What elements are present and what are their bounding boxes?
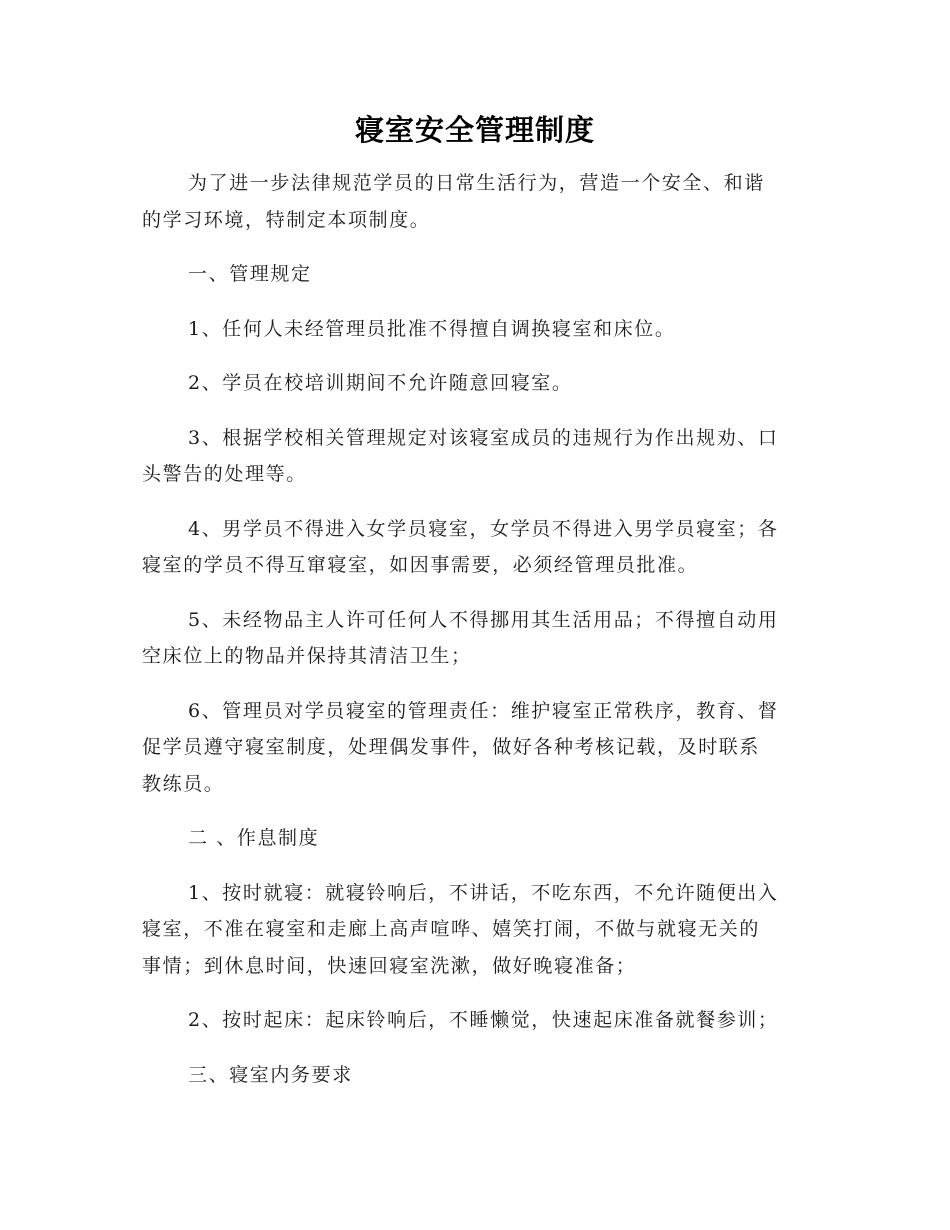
document-body [142, 165, 808, 1111]
text-line: 空床位上的物品并保持其清洁卫生； [142, 645, 472, 667]
text-line: 4、男学员不得进入女学员寝室，女学员不得进入男学员寝室；各 [188, 517, 779, 540]
schedule-item-2 [142, 1002, 808, 1039]
text-line: 事情；到休息时间，快速回寝室洗漱，做好晚寝准备； [142, 954, 637, 977]
schedule-item-1 [142, 875, 808, 985]
rule-item-3 [142, 420, 808, 493]
text-line: 促学员遵守寝室制度，处理偶发事件，做好各种考核记载，及时联系 [142, 736, 761, 758]
text-line: 2、学员在校培训期间不允许随意回寝室。 [188, 372, 573, 394]
text-line: 1、任何人未经管理员批准不得擅自调换寝室和床位。 [188, 317, 676, 340]
text-line: 头警告的处理等。 [142, 463, 307, 485]
text-line: 寝室，不准在寝室和走廊上高声喧哗、嬉笑打闹，不做与就寝无关的 [142, 918, 761, 940]
text-line: 二 、作息制度 [188, 827, 320, 849]
text-line: 三、寝室内务要求 [188, 1063, 353, 1086]
text-line: 的学习环境，特制定本项制度。 [142, 208, 431, 231]
rule-item-4 [142, 511, 808, 584]
document-title: 寝室安全管理制度 [354, 113, 595, 147]
paragraph-intro [142, 165, 808, 238]
rule-item-6 [142, 693, 808, 803]
text-line: 一、管理规定 [188, 263, 312, 285]
text-line: 5、未经物品主人许可任何人不得挪用其生活用品；不得擅自动用 [188, 608, 779, 631]
text-line: 教练员。 [142, 772, 225, 795]
section-heading-management [142, 256, 808, 293]
text-line: 1、按时就寝：就寝铃响后，不讲话，不吃东西，不允许随便出入 [188, 881, 779, 904]
text-line: 6、管理员对学员寝室的管理责任：维护寝室正常秩序，教育、督 [188, 699, 779, 722]
text-line: 2、按时起床：起床铃响后，不睡懒觉，快速起床准备就餐参训； [188, 1009, 779, 1031]
text-line: 寝室的学员不得互窜寝室，如因事需要，必须经管理员批准。 [142, 554, 699, 576]
text-line: 3、根据学校相关管理规定对该寝室成员的违规行为作出规劝、口 [188, 426, 779, 449]
rule-item-5 [142, 602, 808, 675]
rule-item-1 [142, 311, 808, 348]
section-heading-housekeeping [142, 1057, 808, 1094]
rule-item-2 [142, 365, 808, 402]
text-line: 为了进一步法律规范学员的日常生活行为，营造一个安全、和谐 [188, 172, 765, 194]
section-heading-schedule [142, 820, 808, 857]
